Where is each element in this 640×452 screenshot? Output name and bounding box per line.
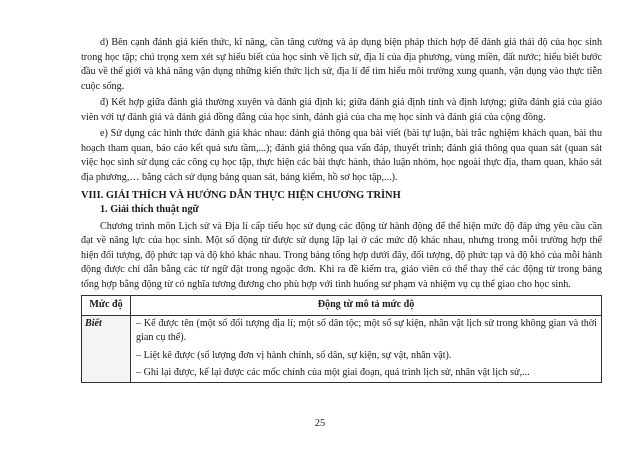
page-number: 25 <box>314 418 326 429</box>
subsection-paragraph: Chương trình môn Lịch sử và Địa lí cấp tiểu học sử dụng các động từ hành động để thể hiện mức độ đáp ứng yêu cầu cần đạt về năng lực của học sinh. Một số động từ được sử dụng lặp lại ở các mức độ khác nhau, nhưng trong mỗi trường hợp thể hiện đối tượng, độ phức tạp và độ khó khác nhau. Trong bảng tổng hợp dưới đây, đối tượng, độ phức tạp và độ khó của mỗi hành động được chỉ dẫn bằng các từ ngữ đặt trong ngoặc đơn. Khi ra đề kiểm tra, giáo viên có thể thay thế các động từ trong bảng tổng hợp bằng động từ có nghĩa tương đương cho phù hợp với tình huống sư phạm và nhiệm vụ cụ thể giao cho học sinh. <box>81 220 602 290</box>
subsection-heading: 1. Giải thích thuật ngữ <box>100 204 199 215</box>
levels-table <box>81 295 602 383</box>
description-line: – Liệt kê được (số lượng đơn vị hành chính, số dân, sự kiện, sự vật, nhân vật). <box>136 349 452 361</box>
description-cell <box>131 316 602 383</box>
header-level: Mức độ <box>82 296 131 316</box>
paragraph-dd: đ) Kết hợp giữa đánh giá thường xuyên và đánh giá định kì; giữa đánh giá định tính và định lượng; giữa đánh giá của giáo viên với tự đánh giá và đánh giá đồng đẳng của học sinh, đánh giá của cha mẹ học sinh và đánh giá của cộng đồng. <box>81 97 602 123</box>
paragraph-d: d) Bên cạnh đánh giá kiến thức, kĩ năng, cần tăng cường và áp dụng biện pháp thích hợp để đánh giá thái độ của học sinh trong học tập; chú trọng xem xét sự hiểu biết của học sinh về lịch sử, địa lí của địa phương, vùng miền, đất nước; hiểu biết bước đầu về thế giới và khả năng vận dụng những kiến thức lịch sử, địa lí để tìm hiểu môi trường xung quanh, vận dụng vào thực tiễn cuộc sống. <box>81 37 602 92</box>
table-header-row <box>82 296 602 316</box>
description-line: – Kể được tên (một số đối tượng địa lí; một số dân tộc; một số sự kiện, nhân vật lịch sử trong không gian và thời gian cụ thể). <box>136 318 597 344</box>
paragraph-e: e) Sử dụng các hình thức đánh giá khác nhau: đánh giá thông qua bài viết (bài tự luận, bài trắc nghiệm khách quan, bài thu hoạch tham quan, báo cáo kết quả sưu tầm,...); đánh giá thông qua vấn đáp, thuyết trình; đánh giá thông qua quan sát (quan sát việc học sinh sử dụng các công cụ học tập, thực hiện các bài thực hành, thảo luận nhóm, học ngoài thực địa, tham quan, khảo sát địa phương,… bằng cách sử dụng bảng quan sát, bảng kiểm, hồ sơ học tập,...). <box>81 128 602 183</box>
section-heading: VIII. GIẢI THÍCH VÀ HƯỚNG DẪN THỰC HIỆN CHƯƠNG TRÌNH <box>81 190 401 201</box>
table-row <box>82 316 602 383</box>
header-verbs: Động từ mô tả mức độ <box>131 296 602 316</box>
description-line: – Ghi lại được, kể lại được các mốc chính của một giai đoạn, quá trình lịch sử, nhân vật lịch sử,... <box>136 366 530 378</box>
document-page <box>81 36 602 383</box>
level-cell: Biết <box>82 316 131 383</box>
